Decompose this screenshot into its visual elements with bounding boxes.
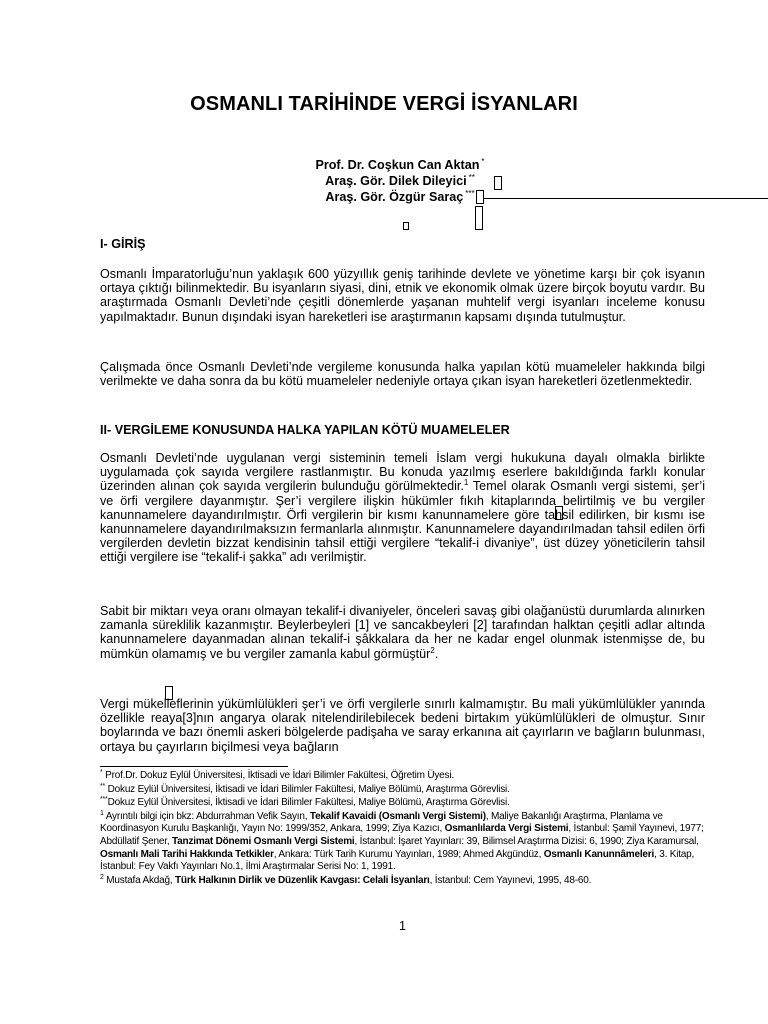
author-footnote-mark: ***	[465, 189, 475, 198]
footnote-separator	[100, 766, 288, 767]
footnote-text: , 3. Kitap, İstanbul: Fey Vakfı Yayınları No.1, İlmi Araştırmalar Serisi No: 1, 1991.	[100, 848, 695, 873]
paragraph	[100, 451, 705, 565]
footnote-text: , İstanbul: Cem Yayınevi, 1995, 48-60.	[429, 874, 592, 886]
paragraph-text: Vergi mükelleflerinin yükümlülükleri şer’i ve örfi vergilerle sınırlı kalmamıştır. Bu mali yükümlülükler yanında özellikle reaya[3]nın angarya olarak nitelendirilebilecek bedeni birtakım yükümlülükleri de olmuştur. Sınır boylarında ve bazı önemli askeri bölgelerde padişaha ve saray erkanına ait çayırların ve bağların bulunması, ortaya bu çayırların biçilmesi veya bağların	[100, 697, 705, 754]
missing-glyph-box	[475, 206, 483, 230]
footnote-text: , İstanbul: Şamil Yayınevi, 1977; Abdüllatif Şener,	[100, 823, 704, 847]
paragraph	[100, 604, 705, 661]
cited-title: Osmanlı Kanunnâmeleri	[543, 848, 655, 860]
paragraph-text: Çalışmada önce Osmanlı Devleti’nde vergileme konusunda halka yapılan kötü muameleler hakkında bilgi verilmekte ve daha sonra da bu kötü muameleler nedeniyle ortaya çıkan isyan hareketleri özetlenmektedir.	[100, 360, 705, 389]
cited-title: Osmanlılarda Vergi Sistemi	[444, 823, 569, 835]
footnote	[100, 811, 710, 874]
section-heading: II- VERGİLEME KONUSUNDA HALKA YAPILAN KÖTÜ MUAMELELER	[100, 423, 510, 437]
section-intro	[100, 236, 705, 252]
author-line	[0, 186, 768, 202]
footnote-text: Prof.Dr. Dokuz Eylül Üniversitesi, İktisadi ve İdari Bilimler Fakültesi, Öğretim Üyesi.	[102, 770, 454, 781]
footnote-mark: 2	[100, 873, 104, 881]
author-line	[0, 154, 768, 170]
section-heading: I- GİRİŞ	[100, 237, 146, 251]
paragraph-text	[100, 604, 705, 661]
footnote-text: Dokuz Eylül Üniversitesi, İktisadi ve İdari Bilimler Fakültesi, Maliye Bölümü, Araştırma Görevlisi.	[105, 783, 510, 795]
footnote-mark: ***	[100, 796, 108, 804]
footnote-mark: **	[100, 782, 106, 790]
cited-title: Türk Halkının Dirlik ve Düzenlik Kavgası: Celali İsyanları	[175, 874, 430, 886]
paragraph-text: Osmanlı İmparatorluğu’nun yaklaşık 600 yüzyıllık geniş tarihinde devlete ve yönetime karşı bir çok isyanın ortaya çıktığı bilinmektedir. Bu isyanların siyasi, dini, etnik ve ekonomik olmak üzere birçok boyutu vardır. Bu araştırmada Osmanlı Devleti’nde çeşitli dönemlerde yaşanan muhtelif vergi isyanları inceleme konusu yapılmaktadır. Bunun dışındaki isyan hareketleri ise araştırmanın kapsamı dışında tutulmuştur.	[100, 267, 705, 324]
artifact-underline	[483, 198, 768, 199]
footnote	[100, 770, 710, 783]
footnote-mark: *	[100, 769, 103, 776]
footnote-mark: 1	[100, 809, 104, 817]
author-footnote-mark: *	[481, 157, 485, 166]
footnote-text: Mustafa Akdağ,	[103, 874, 175, 886]
footnote-ref: 1	[463, 478, 469, 488]
author-name: Araş. Gör. Özgür Saraç	[325, 190, 464, 204]
document-title: OSMANLI TARİHİNDE VERGİ İSYANLARI	[190, 93, 578, 115]
paragraph	[100, 697, 705, 754]
paragraph-text-part: Osmanlı Devleti’nde uygulanan vergi sisteminin temeli İslam vergi hukukuna dayalı olmakla birlikte uygulamada çok sayıda vergilere rastlanmıştır. Bu konuda yazılmış eserlere bakıldığında farklı konular üzerinden alınan çok sayıda vergilerin bulunduğu görülmektedir.	[100, 451, 705, 494]
section-2	[100, 422, 705, 438]
paragraph	[100, 360, 705, 388]
missing-glyph-box	[403, 222, 409, 230]
footnote-text: Ayrıntılı bilgi için bkz: Abdurrahman Vefik Sayın,	[103, 810, 310, 822]
footnote-text: , Maliye Bakanlığı Araştırma, Planlama ve Koordinasyon Kurulu Başkanlığı, Yayın No: 1999/352, Ankara, 1999; Ziya Kazıcı,	[100, 810, 663, 835]
cited-title: Tekalif Kavaidi (Osmanlı Vergi Sistemi)	[309, 810, 486, 822]
footnote	[100, 784, 710, 797]
paragraph-text-part: Sabit bir miktarı veya oranı olmayan tekalif-i divaniyeler, önceleri savaş gibi olağanüstü durumlarda alınırken zamanla süreklilik kazanmıştır. Beylerbeyleri [1] ve sancakbeyleri [2] tarafından halktan çeşitli adlar altında kanunnamelere dayanmadan alınan tekalif-i şâkkalara da her ne kadar engel olunmak istenmişse de, bu mümkün olamamış ve bu vergiler zamanla kabul görmüştür	[100, 604, 705, 661]
page-number: 1	[398, 919, 406, 933]
footnote-text: Dokuz Eylül Üniversitesi, İktisadi ve İdari Bilimler Fakültesi, Maliye Bölümü, Araştırma Görevlisi.	[107, 797, 510, 809]
cited-title: Tanzimat Dönemi Osmanlı Vergi Sistemi	[172, 835, 355, 847]
missing-glyph-box	[494, 176, 502, 190]
cited-title: Osmanlı Mali Tarihi Hakkında Tetkikler	[100, 848, 274, 860]
author-line	[0, 170, 768, 186]
footnote-ref: 2	[430, 645, 435, 655]
footnote-text: , İstanbul: İşaret Yayınları: 39, Bilimsel Araştırma Dizisi: 6, 1990; Ziya Karamursal,	[354, 835, 699, 847]
paragraph-text	[100, 451, 705, 565]
author-name: Araş. Gör. Dilek Dileyici	[325, 174, 467, 188]
footnote	[100, 875, 710, 888]
author-list	[0, 154, 768, 202]
paragraph	[100, 267, 705, 324]
footnote-text: , Ankara: Türk Tarih Kurumu Yayınları, 1989; Ahmed Akgündüz,	[273, 848, 544, 860]
paragraph-text-part: Temel olarak Osmanlı vergi sistemi, şer’i ve örfi vergilere dayanmıştır. Şer’i vergilere ilişkin hükümler fıkıh kitaplarında belirtilmiş ve bu vergiler kanunnamelere dayandırılmıştır. Örfi vergilerin bir kısmı kanunnamelere göre tahsil edilirken, bir kısmı ise kanunnamelere dayandırılmaksızın fermanlarla alınmıştır. Kanunnamelere dayandırılmadan tahsil edilen örfi vergilerden devletin bizzat kendisinin tahsil ettiği vergilere “tekalif-i divaniye”, üst düzey yöneticilerin tahsil ettiği vergilere ise “tekalif-i şakka” adı verilmiştir.	[100, 479, 705, 565]
footnotes	[100, 770, 710, 888]
author-footnote-mark: **	[468, 173, 475, 182]
missing-glyph-box	[476, 190, 484, 204]
paragraph-text-part: .	[434, 646, 439, 661]
footnote	[100, 797, 710, 810]
author-name: Prof. Dr. Coşkun Can Aktan	[315, 158, 480, 172]
